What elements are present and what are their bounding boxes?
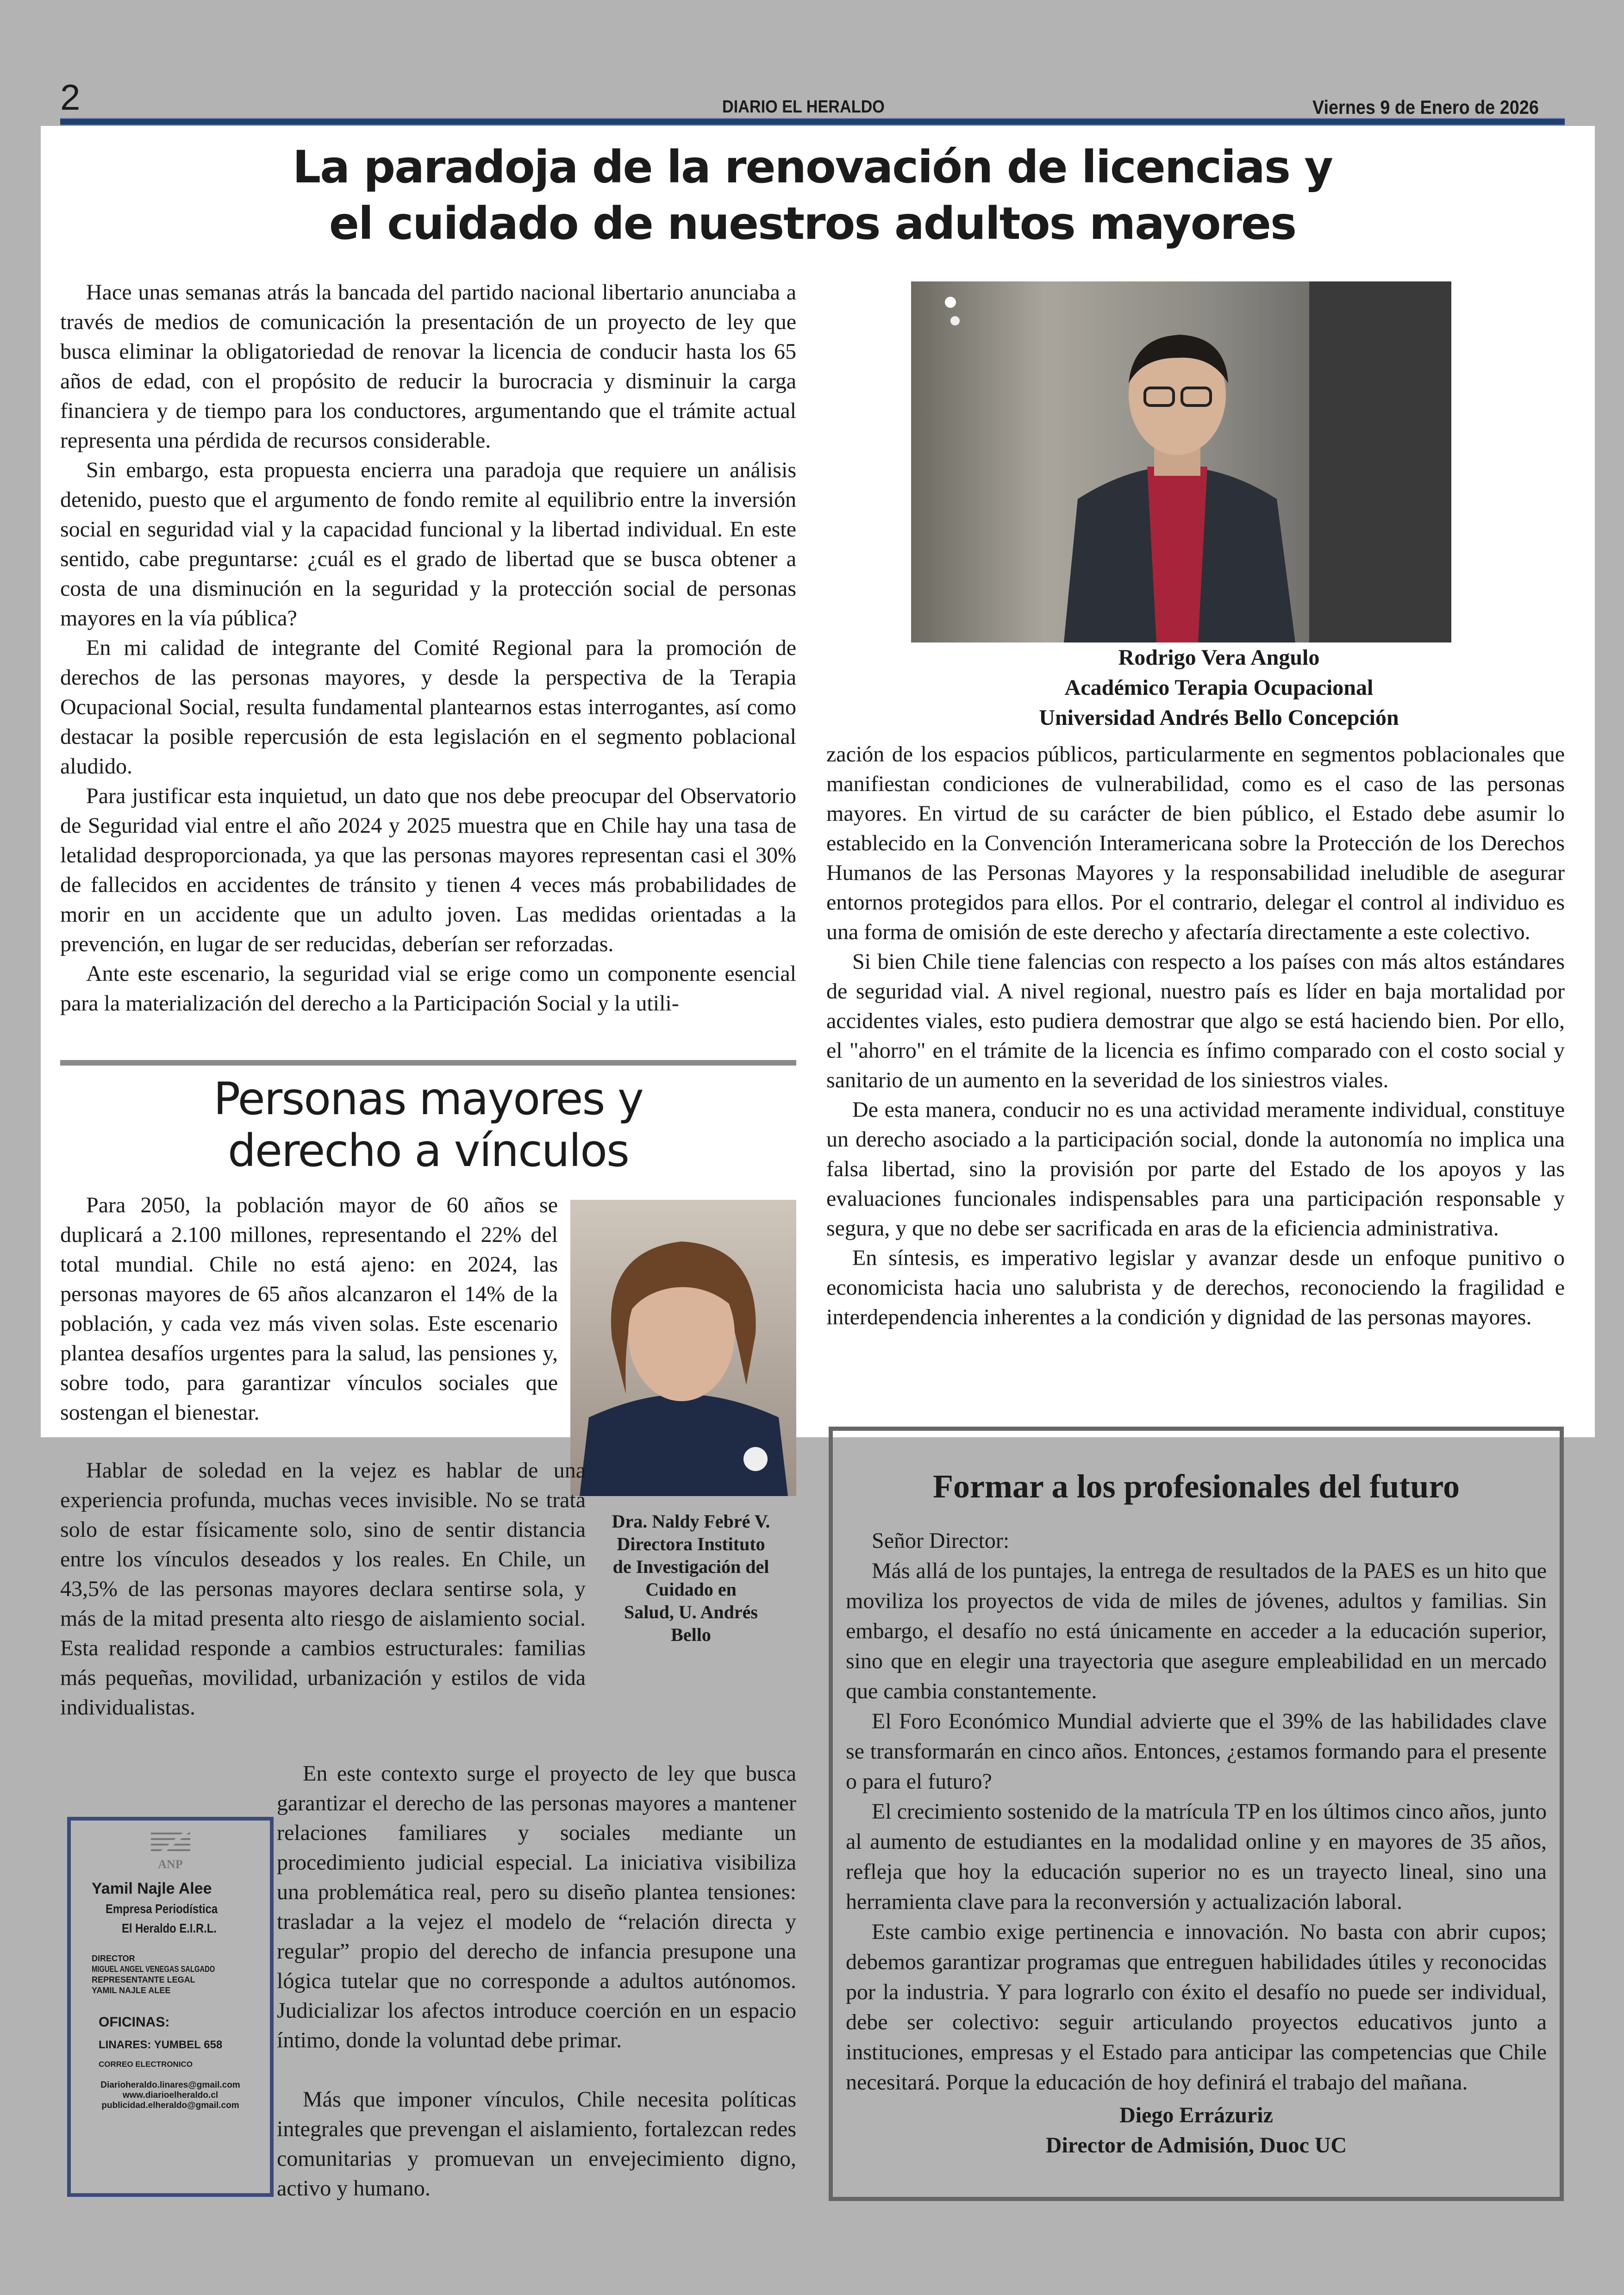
portrait-illustration [911,281,1451,642]
paragraph: En síntesis, es imperativo legislar y avanzar desde un enfoque punitivo o economicista hacia uno salubrista y de derechos, reconociendo la fragilidad e interdependencia inherentes a la condición y dignidad de las personas mayores. [826,1246,1565,1329]
legal-name: YAMIL NAJLE ALEE [92,1986,171,1995]
legal-label: REPRESENTANTE LEGAL [92,1975,195,1984]
director-name: MIGUEL ANGEL VENEGAS SALGADO [92,1964,215,1974]
website-link[interactable]: www.diarioelheraldo.cl [122,2090,219,2100]
caption-line: Cuidado en [645,1579,737,1600]
owner-name: Yamil Najle Alee [92,1880,212,1897]
letter-signature [833,2100,1560,2160]
offices-label: OFICINAS: [99,2014,170,2030]
contact-list [71,2080,270,2111]
caption-line: Salud, U. Andrés [624,1602,758,1622]
author-photo-naldy [570,1200,796,1496]
author-role: Académico Terapia Ocupacional [1064,675,1374,700]
caption-line: de Investigación del [612,1556,769,1577]
title-line: derecho a vínculos [227,1125,629,1177]
paragraph: Más que imponer vínculos, Chile necesita políticas integrales que prevengan el aislamiento, fortalezcan redes comunitarias y promuevan un envejecimiento digno, activo y humano. [277,2087,796,2201]
second-article-title [60,1073,796,1177]
naldy-caption [586,1510,796,1646]
paragraph: zación de los espacios públicos, particularmente en segmentos poblacionales que manifiestan condiciones de vulnerabilidad, como es el caso de las personas mayores. En virtud de su carácter de bien público, el Estado debe asumir lo establecido en la Convención Interamericana sobre la Protección de los Derechos Humanos de las Personas Mayores y la responsabilidad ineludible de asegurar entornos protegidos para ellos. Por el contrario, delegar el control al individuo es una forma de omisión de este derecho y afectaría directamente a este colectivo. [826,742,1565,944]
second-article-intro [60,1191,558,1428]
main-article-right-column [826,740,1565,1332]
paragraph: Hablar de soledad en la vejez es hablar de una experiencia profunda, muchas veces invisible. No se trata solo de estar físicamente solo, sino de sentir distancia entre los vínculos deseados y los reales. En Chile, un 43,5% de las personas mayores declara sentirse sola, y más de la mitad presenta alto riesgo de aislamiento social. Esta realidad responde a cambios estructurales: familias más pequeñas, movilidad, urbanización y estilos de vida individualistas. [60,1458,586,1720]
anp-logo [150,1830,191,1871]
header-rule [60,118,1565,125]
title-line: el cuidado de nuestros adultos mayores [329,198,1296,249]
newspaper-name: DIARIO EL HERALDO [722,97,885,117]
section-divider [60,1060,796,1066]
anp-logo-text: ANP [158,1858,183,1871]
paragraph: Más allá de los puntajes, la entrega de resultados de la PAES es un hito que moviliza los proyectos de vida de miles de jóvenes, adultos y familias. Sin embargo, el desafío no está únicamente en acceder a la educación superior, sino que en elegir una trayectoria que asegure empleabilidad en un mercado que cambia constantemente. [846,1559,1547,1703]
paragraph: El crecimiento sostenido de la matrícula TP en los últimos cinco años, junto al aumento de estudiantes en la modalidad online y en mayores de 35 años, refleja que hoy la educación superior no es un trayecto lineal, sino una herramienta clave para la reconversión y actualización laboral. [846,1799,1547,1914]
masthead-panel [67,1817,274,2197]
second-article-body [60,1456,586,1722]
caption-line: Bello [671,1624,711,1645]
paragraph: El Foro Económico Mundial advierte que el 39% de las habilidades clave se transformarán en cinco años. Entonces, ¿estamos formando para el presente o para el futuro? [846,1709,1547,1794]
signature-name: Diego Errázuriz [1119,2103,1273,2127]
portrait-illustration [570,1200,796,1496]
paragraph: Si bien Chile tiene falencias con respecto a los países con más altos estándares de seguridad vial. A nivel regional, nuestro país es líder en baja mortalidad por accidentes viales, esto pudiera demostrar que algo se está haciendo bien. Por ello, el "ahorro" en el trámite de la licencia es ínfimo comparado con el costo social y sanitario de un aumento en la severidad de los siniestros viales. [826,949,1565,1092]
letter-to-editor [829,1427,1564,2201]
issue-date: Viernes 9 de Enero de 2026 [1312,96,1539,118]
signature-role: Director de Admisión, Duoc UC [1045,2133,1347,2158]
author-org: Universidad Andrés Bello Concepción [1039,705,1399,730]
director-label: DIRECTOR [92,1954,135,1963]
author-caption [911,642,1527,733]
main-article-left-column [60,278,796,1018]
title-line: La paradoja de la renovación de licencias y [293,141,1332,193]
salutation: Señor Director: [872,1528,1010,1553]
main-article-title [60,139,1565,252]
title-line: Personas mayores y [213,1073,643,1125]
paragraph: Ante este escenario, la seguridad vial se erige como un componente esencial para la materialización del derecho a la Participación Social y la utili- [60,961,796,1016]
office-address: LINARES: YUMBEL 658 [99,2039,223,2051]
email-label: CORREO ELECTRONICO [99,2060,193,2069]
paragraph: Para 2050, la población mayor de 60 años se duplicará a 2.100 millones, representando el 22% del total mundial. Chile no está ajeno: en 2024, las personas mayores de 65 años alcanzaron el 14% de la población, y cada vez más viven solas. Este escenario plantea desafíos urgentes para la salud, las pensiones y, sobre todo, para garantizar vínculos sociales que sostengan el bienestar. [60,1193,558,1425]
letter-title: Formar a los profesionales del futuro [933,1468,1460,1505]
letter-body [846,1526,1547,2097]
paragraph: De esta manera, conducir no es una actividad meramente individual, constituye un derecho asociado a la participación social, donde la autonomía no implica una falsa libertad, sino la provisión por parte del Estado de los apoyos y las evaluaciones funcionales indispensables para una participación responsable y segura, y que no debe ser sacrificada en aras de la eficiencia administrativa. [826,1098,1565,1241]
company-name: El Heraldo E.I.R.L. [122,1921,217,1935]
company-name: Empresa Periodística [106,1902,218,1916]
caption-line: Dra. Naldy Febré V. [612,1511,770,1532]
email-link[interactable]: publicidad.elheraldo@gmail.com [101,2101,239,2110]
paragraph: En mi calidad de integrante del Comité Regional para la promoción de derechos de las personas mayores, y desde la perspectiva de la Terapia Ocupacional Social, resulta fundamental plantearnos estas interrogantes, así como destacar la posible repercusión de esta legislación en el segmento poblacional aludido. [60,636,796,779]
staff-list [92,1953,270,1996]
paragraph: Para justificar esta inquietud, un dato que nos debe preocupar del Observatorio de Seguridad vial entre el año 2024 y 2025 muestra que en Chile hay una tasa de letalidad desproporcionada, ya que las personas mayores representan casi el 30% de fallecidos en accidentes de tránsito y tienen 4 veces más probabilidades de morir en un accidente que un adulto joven. Las medidas orientadas a la prevención, en lugar de ser reducidas, deberían ser reforzadas. [60,784,796,956]
paragraph: Hace unas semanas atrás la bancada del partido nacional libertario anunciaba a través de medios de comunicación la presentación de un proyecto de ley que busca eliminar la obligatoriedad de renovar la licencia de conducir hasta los 65 años de edad, con el propósito de reducir la burocracia y disminuir la carga financiera y de tiempo para los conductores, argumentando que el trámite actual representa una pérdida de recursos considerable. [60,280,796,453]
anp-logo-icon [151,1830,190,1855]
paragraph: Este cambio exige pertinencia e innovación. No basta con abrir cupos; debemos garantizar programas que entreguen habilidades útiles y reconocidas por la industria. Y para lograrlo con éxito el desafío no puede ser individual, debe ser colectivo: seguir articulando proyectos educativos junto a instituciones, empresas y el Estado para anticipar las competencias que Chile necesitará. Porque la educación de hoy definirá el trabajo del mañana. [846,1920,1547,2095]
paragraph: En este contexto surge el proyecto de ley que busca garantizar el derecho de las personas mayores a mantener relaciones familiares y sociales mediante un procedimiento judicial especial. La iniciativa visibiliza una problemática real, pero su diseño plantea tensiones: trasladar a la vejez el modelo de “relación directa y regular” propio del derecho de infancia presupone una lógica tutelar que no corresponde a adultos autónomos. Judicializar los afectos introduce coerción en un espacio íntimo, donde la voluntad debe primar. [277,1761,796,2052]
page-number: 2 [60,77,81,118]
author-name: Rodrigo Vera Angulo [1118,645,1320,670]
email-link[interactable]: Diarioheraldo.linares@gmail.com [100,2080,240,2090]
caption-line: Directora Instituto [617,1534,765,1554]
paragraph: Sin embargo, esta propuesta encierra una paradoja que requiere un análisis detenido, puesto que el argumento de fondo remite al equilibrio entre la inversión social en seguridad vial y la capacidad funcional y la libertad individual. En este sentido, cabe preguntarse: ¿cuál es el grado de libertad que se busca obtener a costa de una disminución en la seguridad y la protección social de personas mayores en la vía pública? [60,458,796,630]
author-photo [911,281,1451,642]
